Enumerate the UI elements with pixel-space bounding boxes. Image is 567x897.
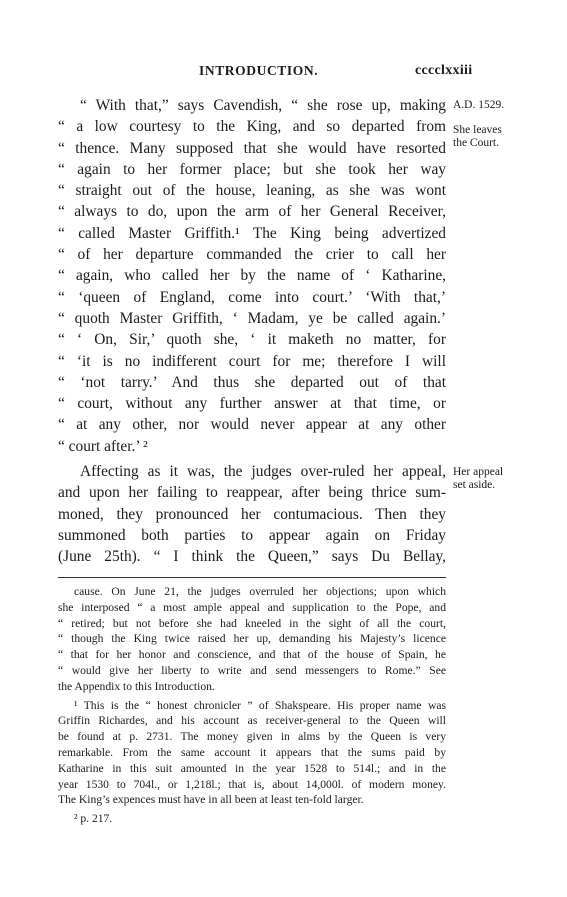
body-line: “ ‘ On, Sir,’ quoth she, ‘ it maketh no matter, for — [58, 331, 446, 349]
footnote-line: ² p. 217. — [74, 812, 113, 826]
footnote-line: ¹ This is the “ honest chronicler ” of Shakspeare. His proper name was — [74, 698, 446, 712]
running-head — [0, 63, 567, 83]
body-line: “ called Master Griffith.¹ The King being advertized — [58, 224, 446, 242]
body-line: “ at any other, nor would never appear at any other — [58, 416, 446, 434]
body-line: “ ‘queen of England, come into court.’ ‘With that,’ — [58, 288, 446, 306]
body-line: “ quoth Master Griffith, ‘ Madam, ye be called again.’ — [58, 309, 446, 327]
body-line: “ always to do, upon the arm of her General Receiver, — [58, 203, 446, 221]
body-line: “ court after.’ ² — [58, 437, 148, 455]
margin-note-she-leaves: She leaves the Court. — [453, 124, 502, 149]
footnote-line: be found at p. 2731. The money given in alms by the Queen is very — [58, 730, 446, 744]
footnote-line: The King’s expences must have in all been at least ten-fold larger. — [58, 793, 364, 807]
running-head-title: INTRODUCTION. — [199, 63, 319, 78]
body-line: “ With that,” says Cavendish, “ she rose up, making — [80, 97, 446, 114]
body-line: “ court, without any further answer at that time, or — [58, 395, 446, 413]
body-line: “ straight out of the house, leaning, as she was wont — [58, 182, 446, 200]
body-text — [58, 95, 446, 568]
footnote-line: the Appendix to this Introduction. — [58, 679, 215, 693]
footnote-line: “ that for her honor and conscience, and that of the house of Spain, he — [58, 648, 446, 662]
footnote-line: she interposed “ a most ample appeal and supplication to the Pope, and — [58, 600, 446, 614]
body-line: “ ‘it is no indifferent court for me; therefore I will — [58, 352, 446, 370]
body-line: and upon her failing to reappear, after being thrice sum- — [58, 484, 446, 502]
body-line: moned, they pronounced her contumacious. Then they — [58, 505, 446, 523]
footnote-line: “ retired; but not before she had kneeled in the sight of all the court, — [58, 616, 446, 630]
body-line: summoned both parties to appear again on Friday — [58, 526, 446, 544]
footnote-line: “ though the King twice raised her up, demanding his Majesty’s licence — [58, 632, 446, 646]
body-line: “ a low courtesy to the King, and so departed from — [58, 118, 446, 136]
margin-note-appeal: Her appeal set aside. — [453, 466, 504, 491]
footnote-rule — [58, 577, 446, 578]
body-line: Affecting as it was, the judges over-ruled her appeal, — [80, 463, 446, 481]
footnotes — [58, 584, 446, 827]
body-line: “ again, who called her by the name of ‘ Katharine, — [58, 267, 446, 285]
footnote-line: year 1530 to 704l., or 1,218l.; that is, about 14,000l. of modern money. — [58, 777, 446, 791]
margin-note-date: A.D. 1529. — [453, 99, 505, 111]
footnote-line: remarkable. From the same account it appears that the sums paid by — [58, 745, 446, 759]
page-number: cccclxxiii — [415, 63, 473, 78]
body-line: “ of her departure commanded the crier to call her — [58, 246, 446, 264]
footnote-line: Katharine in this suit amounted in the year 1528 to 514l.; and in the — [58, 761, 446, 775]
footnote-line: “ would give her liberty to write and send messengers to Rome.” See — [58, 663, 446, 677]
body-line: “ thence. Many supposed that she would have resorted — [58, 139, 446, 157]
footnote-line: Griffin Richardes, and his account as receiver-general to the Queen will — [58, 714, 446, 728]
body-line: (June 25th). “ I think the Queen,” says Du Bellay, — [58, 548, 446, 566]
body-line: “ ‘not tarry.’ And thus she departed out of that — [58, 373, 446, 391]
body-line: “ again to her former place; but she took her way — [58, 160, 446, 178]
footnote-line: cause. On June 21, the judges overruled her objections; upon which — [74, 585, 446, 598]
